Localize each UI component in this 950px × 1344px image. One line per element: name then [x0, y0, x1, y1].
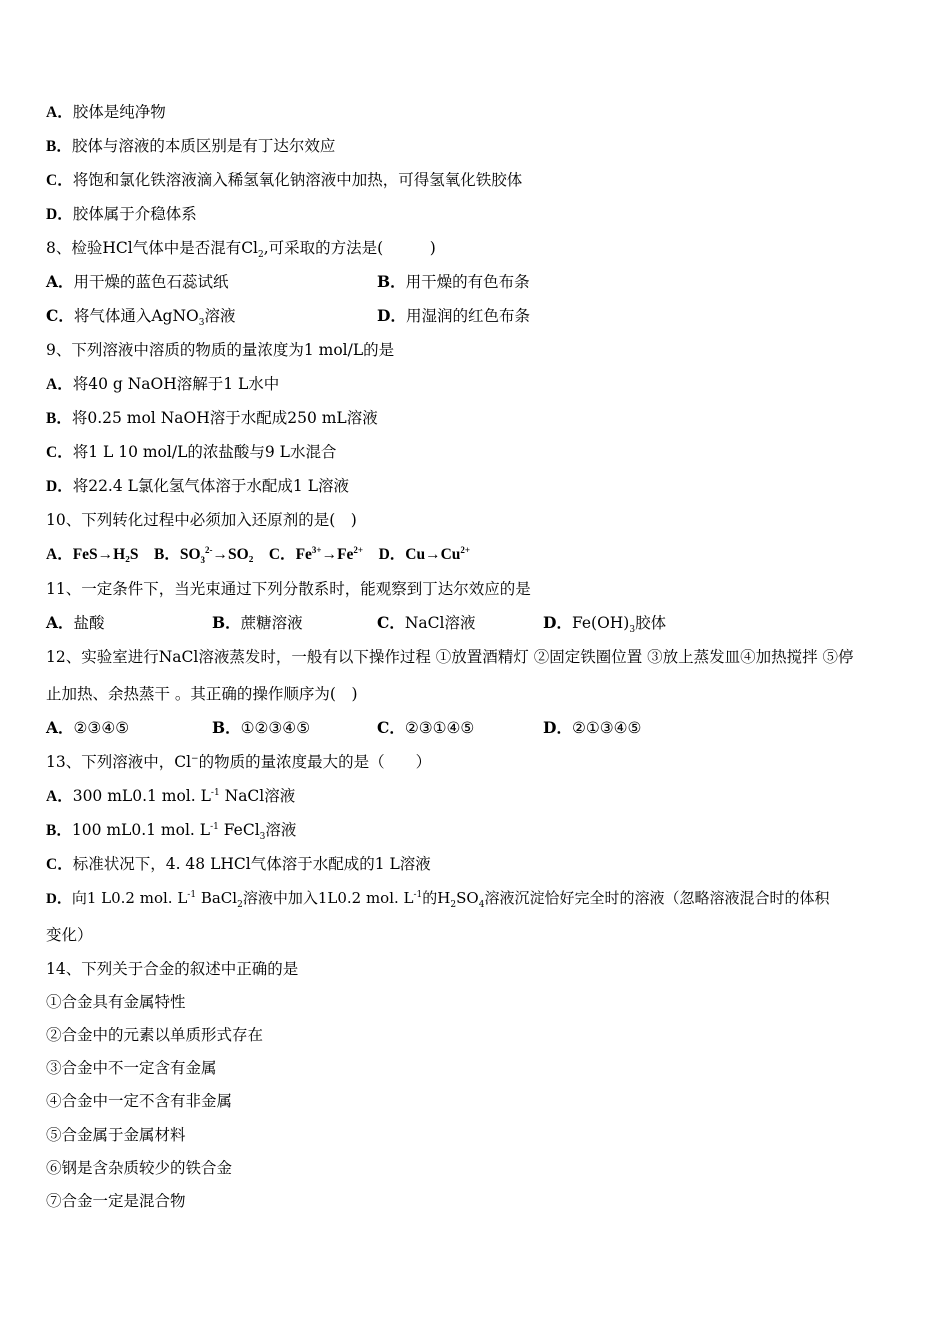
q8-option-a: A．用干燥的蓝色石蕊试纸	[46, 272, 229, 291]
q8-option-d: D．用湿润的红色布条	[377, 306, 530, 325]
q10-option-d: D．$Cu\to Cu^{2+}$	[378, 544, 471, 563]
q13-option-d-line1: D．向1 L0.2 mol. $L^{-1}$ BaCl$_2$溶液中加入1L0.2 mol. $L^{-1}$的$H_2SO_4$溶液沉淀恰好完全时的溶液（忽略溶液混合时的体积	[46, 889, 830, 910]
q11-option-d: D．$Fe(OH)_3$胶体	[543, 613, 667, 636]
q12-option-b: B．①②③④⑤	[212, 718, 311, 737]
q10-option-c: C．$Fe^{3+}\to Fe^{2+}$	[268, 544, 364, 563]
q11-option-c: C．NaCl溶液	[377, 613, 476, 632]
q14-item-2: ②合金中的元素以单质形式存在	[46, 1026, 264, 1044]
q13-option-d-line2: 变化）	[46, 926, 93, 944]
q11-stem: 11、一定条件下，当光束通过下列分散系时，能观察到丁达尔效应的是	[46, 580, 531, 598]
q8-stem: 8、检验HCl气体中是否混有$Cl_2$,可采取的方法是( )	[46, 239, 436, 261]
q13-stem: 13、下列溶液中，Cl−的物质的量浓度最大的是（ ）	[46, 753, 432, 771]
q12-option-a: A．②③④⑤	[46, 718, 130, 737]
q14-item-1: ①合金具有金属特性	[46, 993, 186, 1011]
q9-option-d: D．将22.4 L氯化氢气体溶于水配成1 L溶液	[46, 477, 350, 495]
q13-option-b: B．100 mL0.1 mol. $L^{-1}$ FeCl$_3$溶液	[46, 821, 297, 843]
q10-option-a: A．FeS→H₂S	[46, 546, 139, 563]
q12-option-c: C．②③①④⑤	[377, 718, 475, 737]
q7-option-d: D．胶体属于介稳体系	[46, 205, 197, 223]
q14-item-5: ⑤合金属于金属材料	[46, 1126, 186, 1144]
q12-option-d: D．②①③④⑤	[543, 718, 642, 737]
q11-option-a: A．盐酸	[46, 613, 105, 632]
q14-stem: 14、下列关于合金的叙述中正确的是	[46, 960, 299, 978]
q11-option-b: B．蔗糖溶液	[212, 613, 303, 632]
q7-option-a: A．胶体是纯净物	[46, 103, 166, 121]
q9-option-c: C．将1 L 10 mol/L的浓盐酸与9 L水混合	[46, 443, 337, 461]
q7-option-b: B．胶体与溶液的本质区别是有丁达尔效应	[46, 137, 336, 155]
q14-item-3: ③合金中不一定含有金属	[46, 1059, 217, 1077]
q12-stem-line1: 12、实验室进行NaCl溶液蒸发时，一般有以下操作过程 ①放置酒精灯 ②固定铁圈位置 ③放上蒸发皿④加热搅拌 ⑤停	[46, 648, 854, 666]
q9-option-b: B．将0.25 mol NaOH溶于水配成250 mL溶液	[46, 409, 378, 427]
q13-option-c: C．标准状况下，4. 48 LHCl气体溶于水配成的1 L溶液	[46, 855, 431, 873]
q9-stem: 9、下列溶液中溶质的物质的量浓度为1 mol/L的是	[46, 341, 395, 359]
q14-item-4: ④合金中一定不含有非金属	[46, 1092, 233, 1110]
q7-option-c: C．将饱和氯化铁溶液滴入稀氢氧化钠溶液中加热，可得氢氧化铁胶体	[46, 171, 523, 189]
q10-stem: 10、下列转化过程中必须加入还原剂的是( )	[46, 511, 357, 529]
q10-options	[46, 545, 470, 565]
q14-item-6: ⑥钢是含杂质较少的铁合金	[46, 1159, 233, 1177]
q8-option-b: B．用干燥的有色布条	[377, 272, 530, 291]
q8-option-c: C．将气体通入AgNO$_3$溶液	[46, 306, 236, 329]
q12-stem-line2: 止加热、余热蒸干 。其正确的操作顺序为( )	[46, 685, 358, 703]
q13-option-a: A．300 mL0.1 mol. $L^{-1}$ NaCl溶液	[46, 787, 296, 805]
q10-option-b: B．$SO_3^{2-}\to SO_2$	[154, 544, 254, 566]
q14-item-7: ⑦合金一定是混合物	[46, 1192, 186, 1210]
q9-option-a: A．将40 g NaOH溶解于1 L水中	[46, 375, 280, 393]
